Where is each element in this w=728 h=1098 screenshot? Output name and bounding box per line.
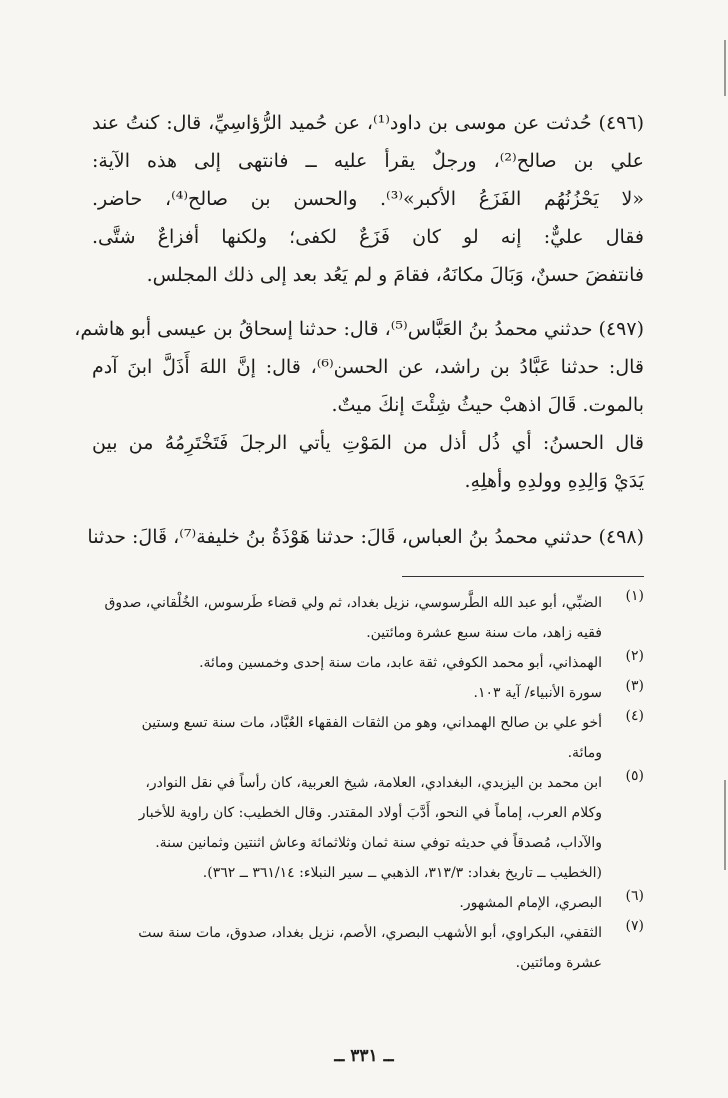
footnote-number: (٣) (625, 678, 644, 694)
footnote (92, 918, 644, 978)
footnote-line: عشرة ومائتين. (515, 955, 602, 971)
entry-line: يَدَيْ وَالِدِهِ وولدِهِ وأهلِهِ. (464, 470, 644, 492)
footnote (92, 768, 644, 888)
footnote-number: (٥) (625, 768, 644, 784)
entry-line: فانتفضَ حسنٌ، وَبَالَ مكانَهُ، فقامَ و لم يَعُد بعد إلى ذلك المجلس. (146, 264, 644, 286)
footnote-line: ومائة. (567, 745, 602, 761)
footnote-line: الضبِّي، أبو عبد الله الطَّرسوسي، نزيل بغداد، ثم ولي قضاء طَرسوس، الخُلْقاني، صدوق (104, 595, 602, 611)
footnote-number: (٦) (625, 888, 644, 904)
footnote-divider (402, 576, 644, 577)
footnote-number: (٤) (625, 708, 644, 724)
entry-497 (74, 310, 645, 500)
footnote-number: (٧) (625, 918, 644, 934)
entry-line: فقال عليٌّ: إنه لو كان فَزَعٌ لكفى؛ ولكنها أفزاعٌ شتَّى. (92, 226, 644, 248)
entry-line: علي بن صالح⁽²⁾، ورجلٌ يقرأ عليه ــ فانتهى إلى هذه الآية: (92, 150, 644, 172)
footnote-number: (١) (625, 588, 644, 604)
entry-line: قال الحسنُ: أي ذُل أذل من المَوْتِ يأتي الرجلَ فَتَخْتَرِمُهُ من بين (92, 432, 644, 454)
footnote-line: البصري، الإمام المشهور. (459, 895, 602, 911)
footnote-line: الثقفي، البكراوي، أبو الأشهب البصري، الأصم، نزيل بغداد، صدوق، مات سنة ست (138, 925, 602, 941)
footnote-line: سورة الأنبياء/ آية ١٠٣. (473, 685, 602, 701)
page-number: ــ ٣٣١ ــ (334, 1046, 394, 1066)
scan-edge-mark (724, 40, 726, 96)
entry-line: بالموت. قَالَ اذهبْ حيثُ شِئْتَ إنكَ ميتٌ. (331, 394, 644, 416)
footnote (92, 648, 644, 678)
footnote-line: (الخطيب ــ تاريخ بغداد: ٣١٣/٣، الذهبي ــ سير النبلاء: ٣٦١/١٤ ــ ٣٦٢). (202, 865, 602, 881)
footnote (92, 708, 644, 768)
footnotes (92, 588, 644, 978)
footnote (92, 678, 644, 708)
scan-edge-mark (724, 780, 726, 870)
footnote-line: وكلام العرب، إماماً في النحو، أَدَّبَ أولاد المقتدر. وقال الخطيب: كان راوية للأخبار (138, 805, 602, 821)
footnote-line: الهمذاني، أبو محمد الكوفي، ثقة عابد، مات سنة إحدى وخمسين ومائة. (199, 655, 602, 671)
footnote-line: فقيه زاهد، مات سنة سبع عشرة ومائتين. (366, 625, 602, 641)
entry-line: (٤٩٧) حدثني محمدُ بنُ العَبَّاس⁽⁵⁾، قال: حدثنا إسحاقُ بن عيسى أبو هاشم، (74, 318, 644, 340)
entry-496 (92, 104, 644, 294)
entry-line: «لا يَحْزُنُهُم الفَزَعُ الأكبر»⁽³⁾. والحسن بن صالح⁽⁴⁾، حاضر. (92, 188, 645, 210)
footnote-line: أخو علي بن صالح الهمداني، وهو من الثقات الفقهاء العُبَّاد، مات سنة تسع وستين (141, 715, 602, 731)
footnote-number: (٢) (625, 648, 644, 664)
footnote (92, 588, 644, 648)
entry-line: قال: حدثنا عَبَّادُ بن راشد، عن الحسن⁽⁶⁾، قال: إنَّ اللهَ أَذَلَّ ابنَ آدم (92, 356, 645, 378)
entry-line: (٤٩٨) حدثني محمدُ بنُ العباس، قَالَ: حدثنا هَوْذَةُ بنُ خليفة⁽⁷⁾، قَالَ: حدثنا (87, 526, 644, 548)
entry-line: (٤٩٦) حُدثت عن موسى بن داود⁽¹⁾، عن حُميد الرُّؤاسِيِّ، قال: كنتُ عند (92, 112, 644, 134)
footnote-line: ابن محمد بن اليزيدي، البغدادي، العلامة، شيخ العربية، كان رأساً في نقل النوادر، (145, 775, 602, 791)
footnote-line: والآداب، مُصدقاً في حديثه توفي سنة ثمان وثلاثمائة وعاش اثنتين وثمانين سنة. (155, 835, 602, 851)
footnote (92, 888, 644, 918)
entry-498 (87, 518, 644, 556)
